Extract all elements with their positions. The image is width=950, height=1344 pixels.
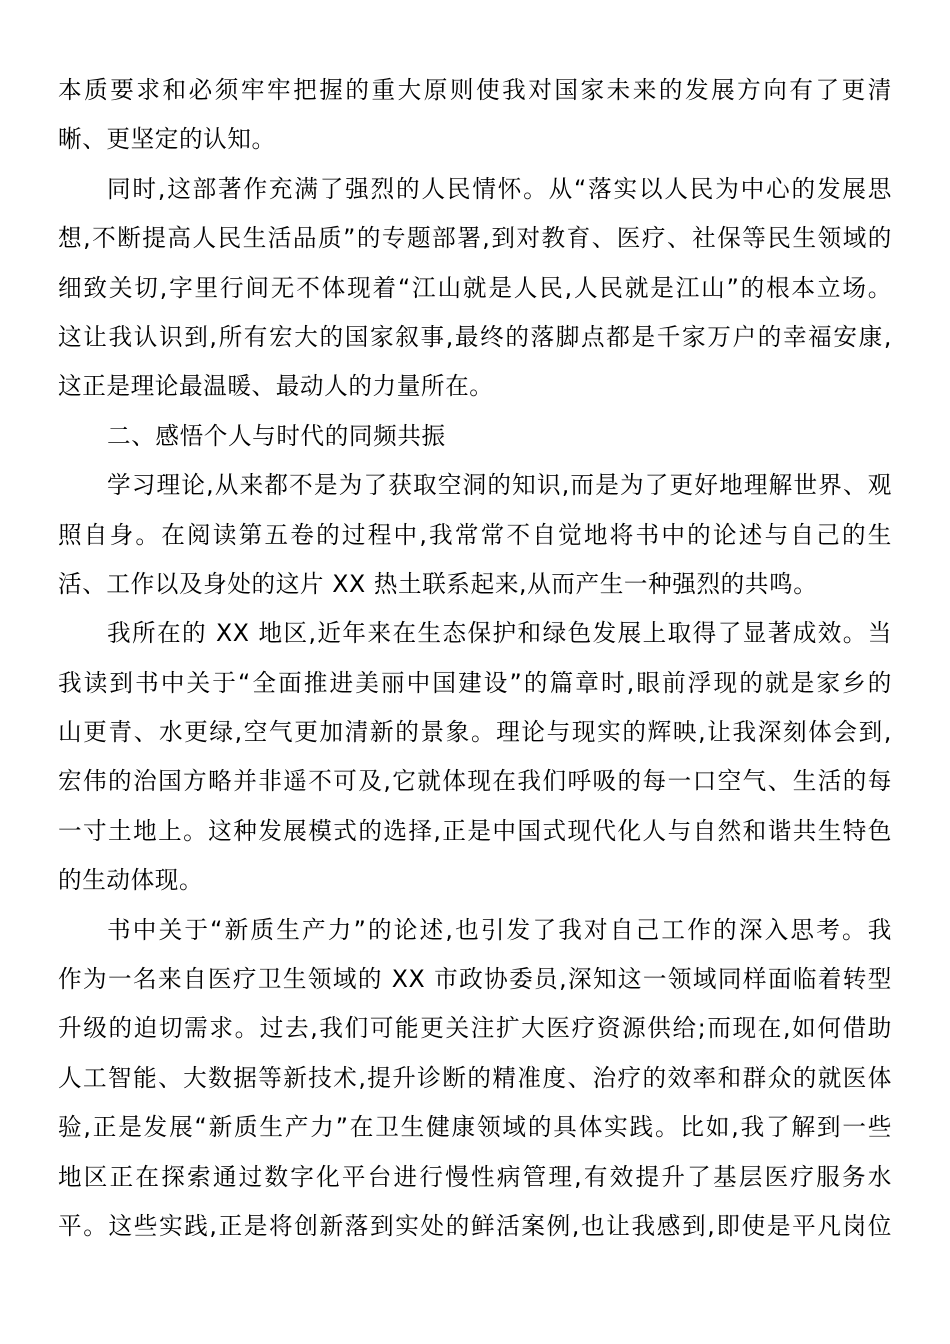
text-line: 山更青、水更绿,空气更加清新的景象。理论与现实的辉映,让我深刻体会到, [58, 718, 892, 747]
text-line: 我读到书中关于“全面推进美丽中国建设”的篇章时,眼前浮现的就是家乡的 [58, 668, 892, 697]
text-line: 这让我认识到,所有宏大的国家叙事,最终的落脚点都是千家万户的幸福安康, [58, 322, 892, 351]
text-line: 细致关切,字里行间无不体现着“江山就是人民,人民就是江山”的根本立场。 [58, 273, 892, 302]
text-line: 书中关于“新质生产力”的论述,也引发了我对自己工作的深入思考。我 [107, 915, 892, 944]
text-line: 验,正是发展“新质生产力”在卫生健康领域的具体实践。比如,我了解到一些 [58, 1113, 892, 1142]
text-line: 的生动体现。 [58, 866, 204, 895]
text-line: 一寸土地上。这种发展模式的选择,正是中国式现代化人与自然和谐共生特色 [58, 816, 892, 845]
section-heading: 二、感悟个人与时代的同频共振 [107, 421, 446, 450]
text-line: 学习理论,从来都不是为了获取空洞的知识,而是为了更好地理解世界、观 [107, 471, 892, 500]
text-line: 同时,这部著作充满了强烈的人民情怀。从“落实以人民为中心的发展思 [107, 174, 892, 203]
text-line: 这正是理论最温暖、最动人的力量所在。 [58, 372, 494, 401]
text-line: 作为一名来自医疗卫生领域的 XX 市政协委员,深知这一领域同样面临着转型 [58, 965, 892, 994]
text-line: 本质要求和必须牢牢把握的重大原则使我对国家未来的发展方向有了更清 [58, 76, 892, 104]
text-line: 人工智能、大数据等新技术,提升诊断的精准度、治疗的效率和群众的就医体 [58, 1063, 892, 1092]
text-line: 平。这些实践,正是将创新落到实处的鲜活案例,也让我感到,即使是平凡岗位 [58, 1211, 892, 1240]
text-line: 照自身。在阅读第五卷的过程中,我常常不自觉地将书中的论述与自己的生 [58, 520, 892, 549]
document-page [58, 70, 892, 1255]
text-line: 我所在的 XX 地区,近年来在生态保护和绿色发展上取得了显著成效。当 [107, 619, 892, 648]
text-line: 活、工作以及身处的这片 XX 热土联系起来,从而产生一种强烈的共鸣。 [58, 569, 818, 598]
text-line: 想,不断提高人民生活品质”的专题部署,到对教育、医疗、社保等民生领域的 [58, 224, 892, 253]
text-line: 地区正在探索通过数字化平台进行慢性病管理,有效提升了基层医疗服务水 [58, 1162, 892, 1191]
text-line: 升级的迫切需求。过去,我们可能更关注扩大医疗资源供给;而现在,如何借助 [58, 1014, 892, 1043]
text-line: 宏伟的治国方略并非遥不可及,它就体现在我们呼吸的每一口空气、生活的每 [58, 767, 892, 796]
text-line: 晰、更坚定的认知。 [58, 125, 276, 154]
